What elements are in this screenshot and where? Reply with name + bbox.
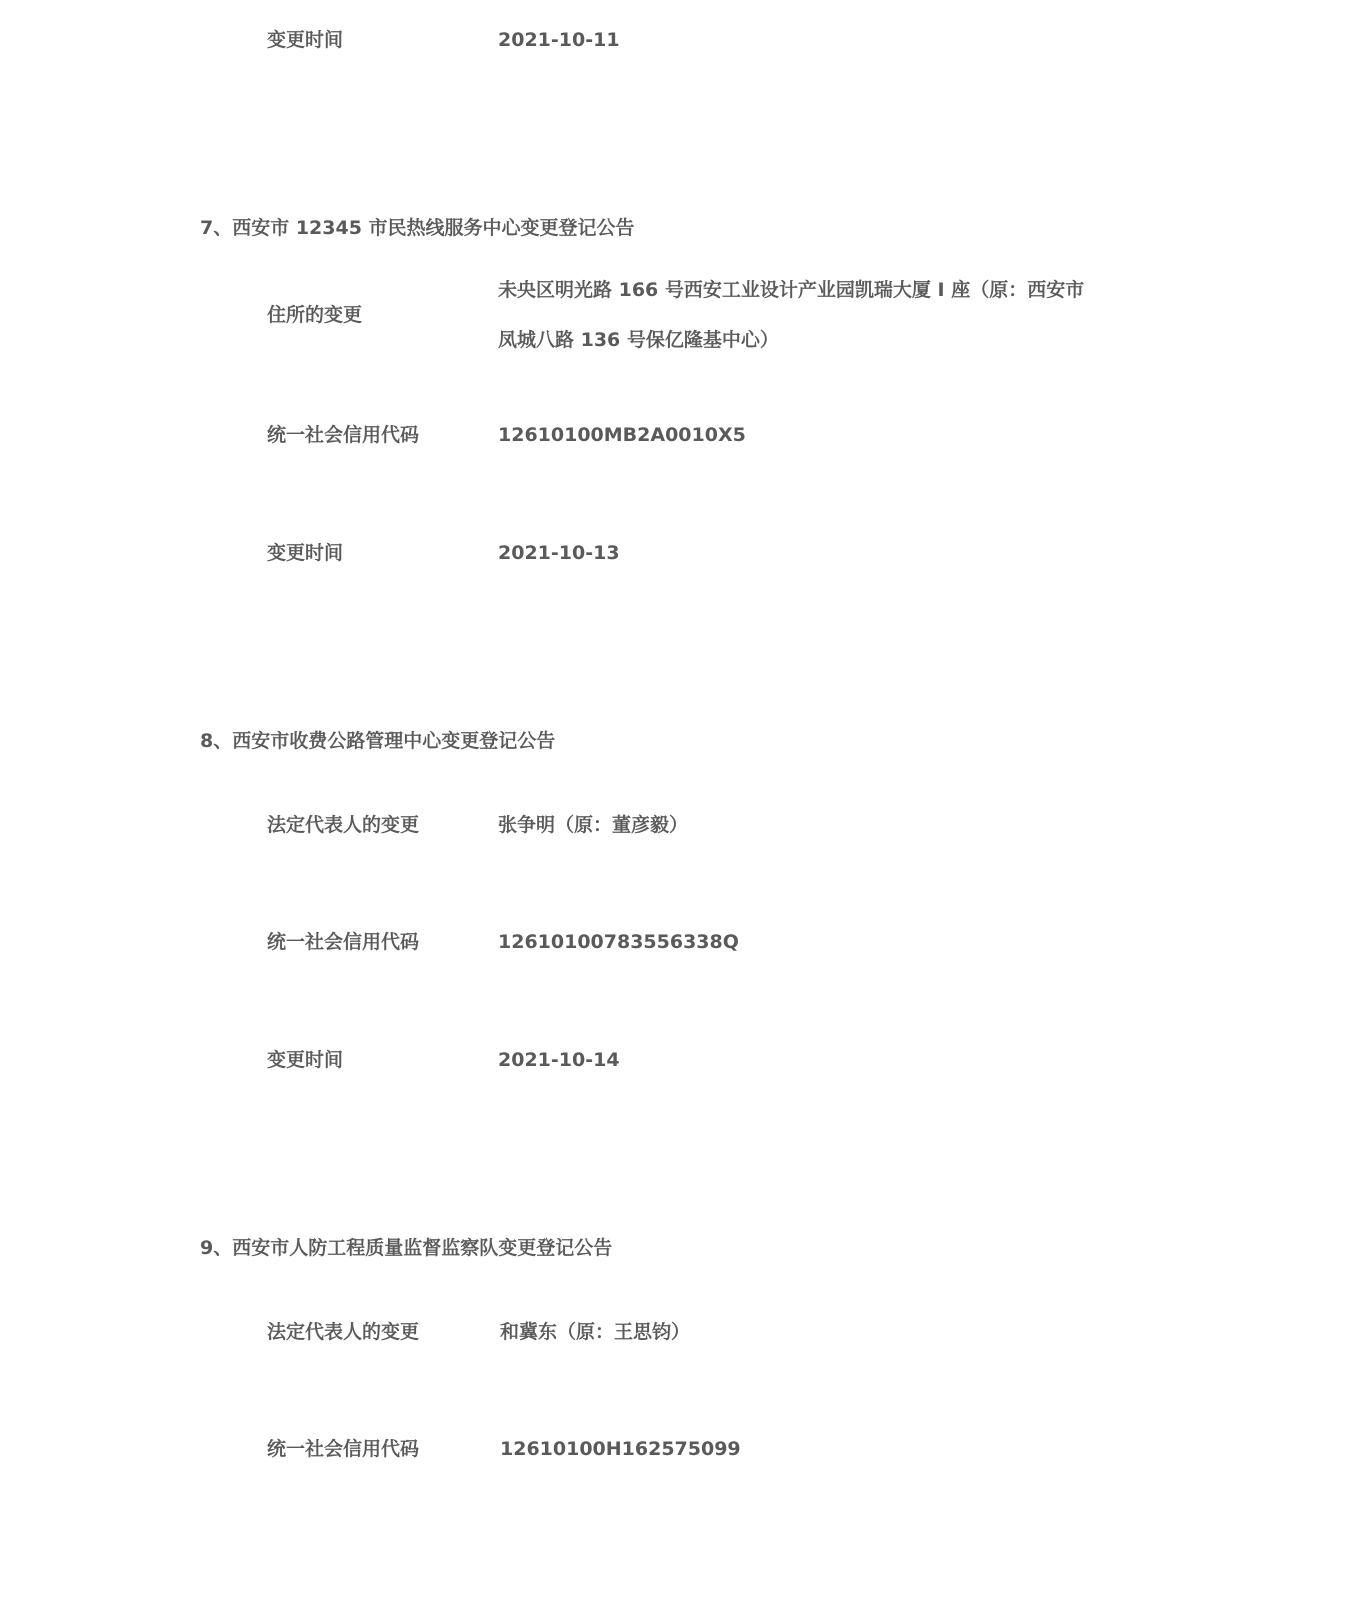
- field-label: 变更时间: [267, 542, 344, 564]
- field-value: 12610100MB2A0010X5: [498, 424, 746, 446]
- section-heading: 7、西安市 12345 市民热线服务中心变更登记公告: [200, 217, 635, 239]
- field-value: 未央区明光路 166 号西安工业设计产业园凯瑞大厦 I 座（原：西安市: [498, 279, 1085, 301]
- field-label: 统一社会信用代码: [267, 931, 420, 953]
- field-label: 法定代表人的变更: [267, 814, 420, 836]
- field-label: 统一社会信用代码: [267, 1438, 420, 1460]
- section-heading: 8、西安市收费公路管理中心变更登记公告: [200, 730, 556, 752]
- field-label: 住所的变更: [267, 304, 363, 326]
- field-value: 张争明（原：董彦毅）: [498, 814, 689, 836]
- field-value: 凤城八路 136 号保亿隆基中心）: [498, 329, 779, 351]
- field-label: 法定代表人的变更: [267, 1321, 420, 1343]
- field-value: 2021-10-14: [498, 1049, 620, 1071]
- field-value: 12610100783556338Q: [498, 931, 739, 953]
- section-heading: 9、西安市人防工程质量监督监察队变更登记公告: [200, 1237, 613, 1259]
- field-label: 统一社会信用代码: [267, 424, 420, 446]
- field-value: 12610100H162575099: [500, 1438, 741, 1460]
- field-value: 2021-10-13: [498, 542, 620, 564]
- field-label: 变更时间: [267, 1049, 344, 1071]
- field-value: 2021-10-11: [498, 29, 620, 51]
- field-value: 和冀东（原：王思钧）: [500, 1321, 691, 1343]
- field-label: 变更时间: [267, 29, 344, 51]
